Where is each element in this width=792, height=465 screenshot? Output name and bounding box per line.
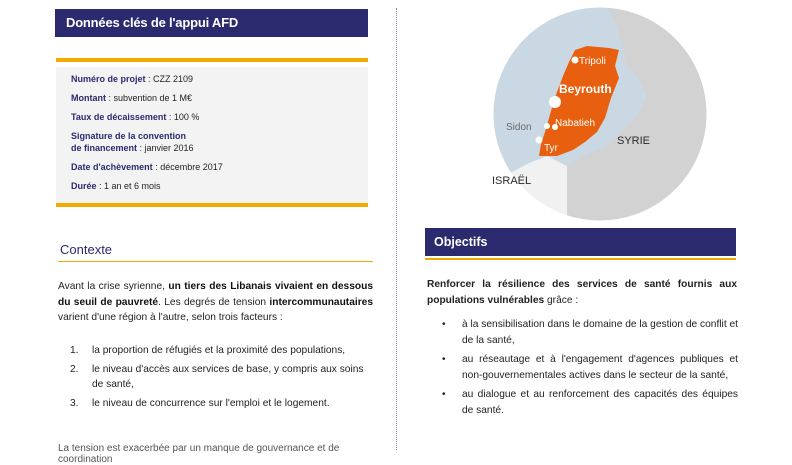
key-data-row-project: [71, 73, 368, 85]
list-item-text: au dialogue et au renforcement des capacités des équipes de santé.: [462, 389, 738, 416]
key-data-bottom-rule: [56, 203, 368, 207]
key-data-row-amount: [71, 92, 368, 104]
list-item: [70, 396, 375, 412]
signature-value: : janvier 2016: [137, 143, 194, 153]
bullet-icon: •: [442, 389, 446, 400]
city-marker-tripoli: [572, 57, 579, 64]
objectives-lead-tail: grâce :: [544, 294, 579, 306]
context-factors-list: [70, 343, 375, 414]
map-label-tyr: Tyr: [544, 143, 558, 154]
key-data-top-rule: [56, 58, 368, 62]
israel-area: [487, 156, 567, 222]
key-data-row-completion: [71, 161, 368, 173]
list-item-text: le niveau d'accès aux services de base, y compris aux soins de santé,: [92, 363, 364, 391]
objectives-lead-bold: Renforcer la résilience des services de santé fournis aux populations vulnérables: [427, 279, 737, 306]
context-text-intercommunal: intercommunautaires: [269, 296, 373, 308]
amount-value: : subvention de 1 M€: [106, 93, 193, 103]
list-item-number: 3.: [70, 397, 79, 409]
context-text-2: . Les degrés de tension: [158, 296, 270, 308]
city-marker-sidon: [544, 123, 550, 129]
list-item-number: 2.: [70, 363, 79, 375]
project-number-label: Numéro de projet: [71, 74, 146, 84]
completion-value: : décembre 2017: [152, 162, 223, 172]
bullet-icon: •: [442, 319, 446, 330]
map-label-tripoli: Tripoli: [579, 56, 606, 67]
duration-value: : 1 an et 6 mois: [96, 181, 161, 191]
key-data-title: Données clés de l'appui AFD: [55, 9, 368, 37]
list-item: [442, 352, 738, 384]
list-item-text: au réseautage et à l'engagement d'agences publiques et non-gouvernementales actives dans le secteur de la santé,: [462, 354, 738, 381]
disbursement-label: Taux de décaissement: [71, 112, 167, 122]
lebanon-map: [487, 6, 713, 222]
list-item-number: 1.: [70, 345, 79, 356]
list-item: [70, 362, 375, 393]
signature-label: Signature de la convention: [71, 131, 187, 141]
key-data-row-disbursement: [71, 111, 368, 123]
signature-label-line2: de financement: [71, 143, 138, 153]
list-item-text: à la sensibilisation dans le domaine de la gestion de conflit et de la santé,: [462, 319, 738, 346]
city-marker-tyr: [536, 137, 543, 144]
amount-label: Montant: [71, 93, 106, 103]
key-data-box: [56, 67, 368, 203]
context-title: Contexte: [60, 242, 113, 257]
context-cut-off-line: La tension est exacerbée par un manque de gouvernance et de coordination: [58, 443, 340, 465]
context-text-poverty: un tiers des Libanais vivaient en dessous du seuil de pauvreté: [58, 281, 373, 308]
context-title-rule: [58, 261, 373, 262]
column-divider: [396, 8, 397, 450]
context-text-3: varient d'une région à l'autre, selon trois facteurs :: [58, 312, 283, 324]
project-number-value: : CZZ 2109: [145, 74, 194, 84]
list-item-text: le niveau de concurrence sur l'emploi et le logement.: [92, 397, 330, 409]
objectives-title: Objectifs: [425, 228, 736, 256]
city-marker-beyrouth: [549, 96, 561, 108]
map-label-israel: ISRAËL: [492, 175, 532, 187]
map-label-nabatieh: Nabatieh: [555, 118, 596, 129]
list-item-text: la proportion de réfugiés et la proximité des populations,: [92, 345, 346, 356]
duration-label: Durée: [71, 181, 97, 191]
key-data-row-signature: [71, 130, 368, 154]
list-item: [442, 387, 738, 419]
context-paragraph: [58, 279, 373, 326]
objectives-top-rule: [425, 258, 736, 260]
context-text-1: Avant la crise syrienne,: [58, 281, 169, 292]
objectives-bullet-list: [442, 317, 738, 422]
key-data-row-duration: [71, 180, 368, 192]
map-label-sidon: Sidon: [506, 122, 532, 133]
list-item: [442, 317, 738, 349]
completion-label: Date d'achèvement: [71, 162, 153, 172]
map-label-beyrouth: Beyrouth: [559, 82, 612, 96]
disbursement-value: : 100 %: [166, 112, 200, 122]
bullet-icon: •: [442, 354, 446, 365]
objectives-lead: [427, 277, 737, 308]
map-label-syrie: SYRIE: [617, 135, 651, 147]
list-item: [70, 343, 375, 359]
